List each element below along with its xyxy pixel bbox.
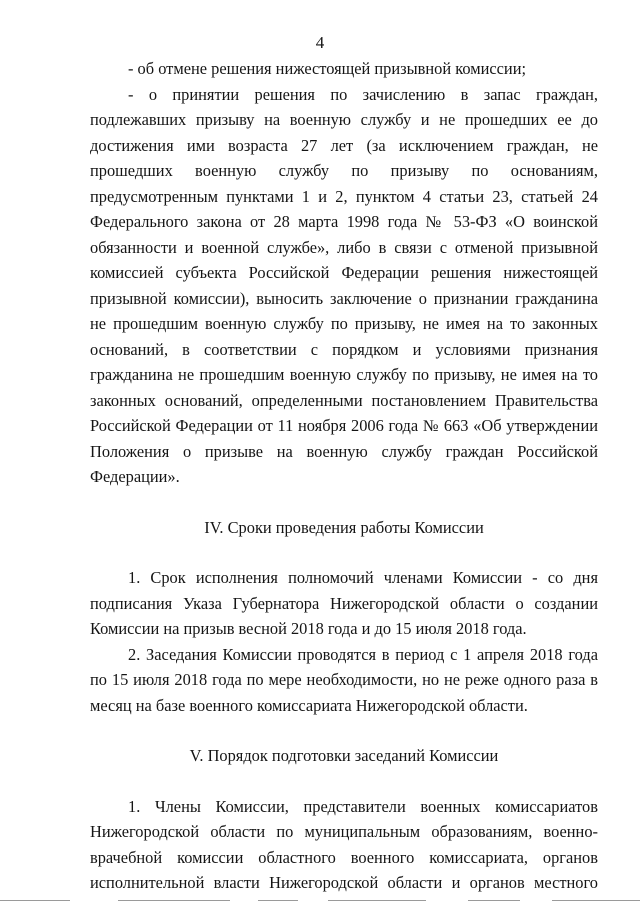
section-heading-iv: IV. Сроки проведения работы Комиссии [204, 517, 484, 537]
paragraph-reserve-enrollment: - о принятии решения по зачислению в запас граждан, подлежавших призыву на военную службу и не прошедших ее до достижения ими возраста 27 лет (за исключением граждан, не прошедших военную службу по призыву по основаниям, предусмотренным пунктами 1 и 2, пунктом 4 статьи 23, статьей 24 Федерального закона от 28 марта 1998 года № 53-ФЗ «О воинской обязанности и военной службе», либо в связи с отменой призывной комиссией субъекта Российской Федерации решения нижестоящей призывной комиссии), выносить заключение о признании гражданина не прошедшим военную службу по призыву, не имея на то законных оснований, в соответствии с порядком и условиями признания гражданина не прошедшим военную службу по призыву, не имея на то законных оснований, определенными постановлением Правительства Российской Федерации от 11 ноября 2006 года № 663 «Об утверждении Положения о призыве на военную службу граждан Российской Федерации». [90, 84, 598, 486]
section-heading-v: V. Порядок подготовки заседаний Комиссии [189, 746, 499, 765]
paragraph-iv-2: 2. Заседания Комиссии проводятся в период с 1 апреля 2018 года по 15 июля 2018 года по мере необходимости, но не реже одного раза в месяц на базе военного комиссариата Нижегородской области. [90, 644, 598, 715]
paragraph-cancel-decision: - об отмене решения нижестоящей призывной комиссии; [128, 59, 527, 78]
scan-bottom-rule [0, 897, 640, 905]
page-number: 4 [315, 33, 325, 52]
document-body [90, 56, 598, 896]
paragraph-v-1: 1. Члены Комиссии, представители военных комиссариатов Нижегородской области по муниципальным образованиям, военно-врачебной комиссии областного военного комиссариата, органов исполнительной власти Нижегородской области и органов местного [90, 796, 598, 892]
paragraph-iv-1: 1. Срок исполнения полномочий членами Комиссии - со дня подписания Указа Губернатора Нижегородской области о создании Комиссии на призыв весной 2018 года и до 15 июля 2018 года. [90, 568, 598, 638]
